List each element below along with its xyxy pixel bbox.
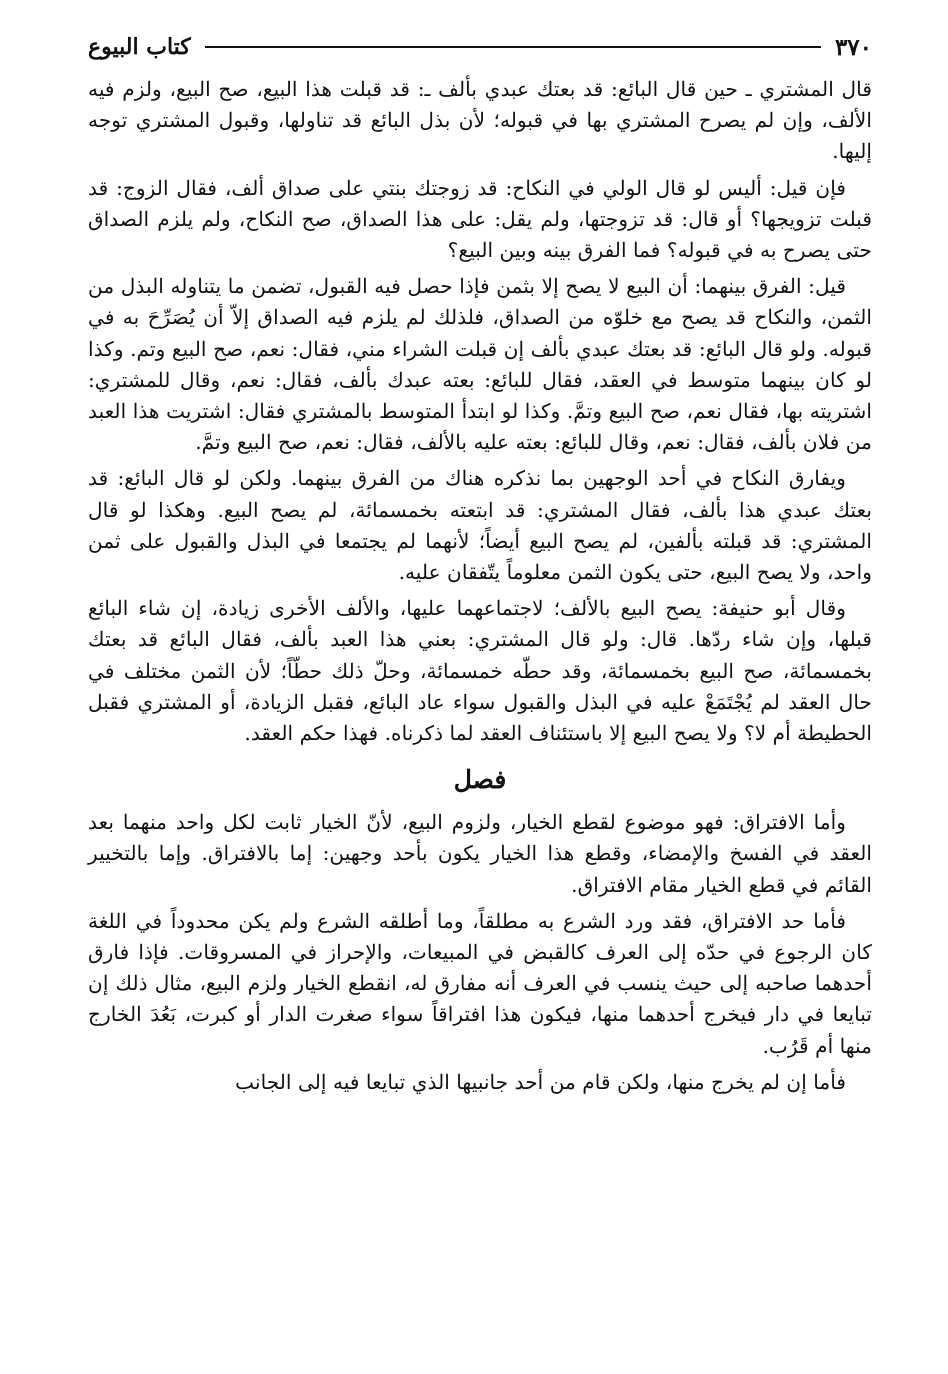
paragraph: قيل: الفرق بينهما: أن البيع لا يصح إلا بثمن فإذا حصل فيه القبول، تضمن ما يتناوله البذل من الثمن، والنكاح قد يصح مع خلوّه من الصداق، فلذلك لم يلزم فيه الصداق إلاّ أن يُصَرِّحَ به في قبوله. ولو قال البائع: قد بعتك عبدي بألف إن قبلت الشراء مني، فقال: نعم، صح البيع وتم. وكذا لو كان بينهما متوسط في العقد، فقال للبائع: بعته عبدك بألف، فقال: نعم، وقال للمشتري: اشتريته بها، فقال نعم، صح البيع وتمَّ. وكذا لو ابتدأ المتوسط بالمشتري فقال: اشتريت هذا العبد من فلان بألف، فقال: نعم، وقال للبائع: بعته عليه بالألف، فقال: نعم، صح البيع وتمَّ.: [88, 274, 872, 455]
paragraph: قال المشتري ـ حين قال البائع: قد بعتك عبدي بألف ـ: قد قبلت هذا البيع، صح البيع، ولزم فيه الألف، وإن لم يصرح المشتري بها في قبوله؛ لأن بذل البائع قد تناولها، وقبول المشتري توجه إليها.: [88, 77, 872, 164]
running-header: [88, 30, 872, 64]
paragraph: فأما إن لم يخرج منها، ولكن قام من أحد جانبيها الذي تبايعا فيه إلى الجانب: [235, 1069, 846, 1094]
paragraph: فإن قيل: أليس لو قال الولي في النكاح: قد زوجتك بنتي على صداق ألف، فقال الزوج: قد قبلت تزويجها؟ أو قال: قد تزوجتها، ولم يقل: على هذا الصداق، صح النكاح، ولم يلزم الصداق حتى يصرح به في قبوله؟ فما الفرق بينه وبين البيع؟: [88, 175, 872, 263]
paragraph: وقال أبو حنيفة: يصح البيع بالألف؛ لاجتماعهما عليها، والألف الأخرى زيادة، إن شاء البائع قبلها، وإن شاء ردّها. قال: ولو قال المشتري: بعني هذا العبد بألف، فقال البائع قد بعتك بخمسمائة، صح البيع بخمسمائة، وقد حطّه خمسمائة، وحلّ ذلك حطّاً؛ لأن الثمن مختلف في حال العقد لم يُجْتَمَعْ عليه في البذل والقبول سواء عاد البائع، فقبل الزيادة، أو المشتري فقبل الحطيطة أم لا؟ ولا يصح البيع إلا باستئناف العقد لما ذكرناه. فهذا حكم العقد.: [88, 596, 872, 746]
paragraph: ويفارق النكاح في أحد الوجهين بما نذكره هناك من الفرق بينهما. ولكن لو قال البائع: قد بعتك عبدي هذا بألف، فقال المشتري: قد ابتعته بخمسمائة، لم يصح البيع. وهكذا لو قال المشتري: قد قبلته بألفين، لم يصح البيع أيضاً؛ لأنهما لم يجتمعا في البذل والقبول على ثمن واحد، ولا يصح البيع، حتى يكون الثمن معلوماً يتّفقان عليه.: [88, 466, 872, 585]
page-number: ٣٧٠: [834, 33, 872, 61]
book-page: [88, 30, 872, 1360]
header-rule: [205, 46, 821, 48]
chapter-title: كتاب البيوع: [88, 34, 191, 60]
paragraph: فأما حد الافتراق، فقد ورد الشرع به مطلقاً، وما أطلقه الشرع ولم يكن محدوداً في اللغة كان الرجوع في حدّه إلى العرف كالقبض في المبيعات، والإحراز في المسروقات. فإذا فارق أحدهما صاحبه إلى حيث ينسب في العرف أنه مفارق له، انقطع الخيار ولزم البيع، مثال ذلك إن تبايعا في دار فيخرج أحدهما منها، فيكون هذا افتراقاً سواء صغرت الدار أو كبرت، بَعُدَ الخارج منها أم قَرُب.: [88, 908, 872, 1058]
body-text: [88, 74, 872, 1098]
section-heading: فصل: [453, 765, 507, 795]
paragraph: وأما الافتراق: فهو موضوع لقطع الخيار، ولزوم البيع، لأنّ الخيار ثابت لكل واحد منهما بعد العقد في الفسخ والإمضاء، وقطع هذا الخيار يكون بأحد وجهين: إما بالافتراق. وإما بالتخيير القائم في قطع الخيار مقام الافتراق.: [88, 810, 872, 897]
